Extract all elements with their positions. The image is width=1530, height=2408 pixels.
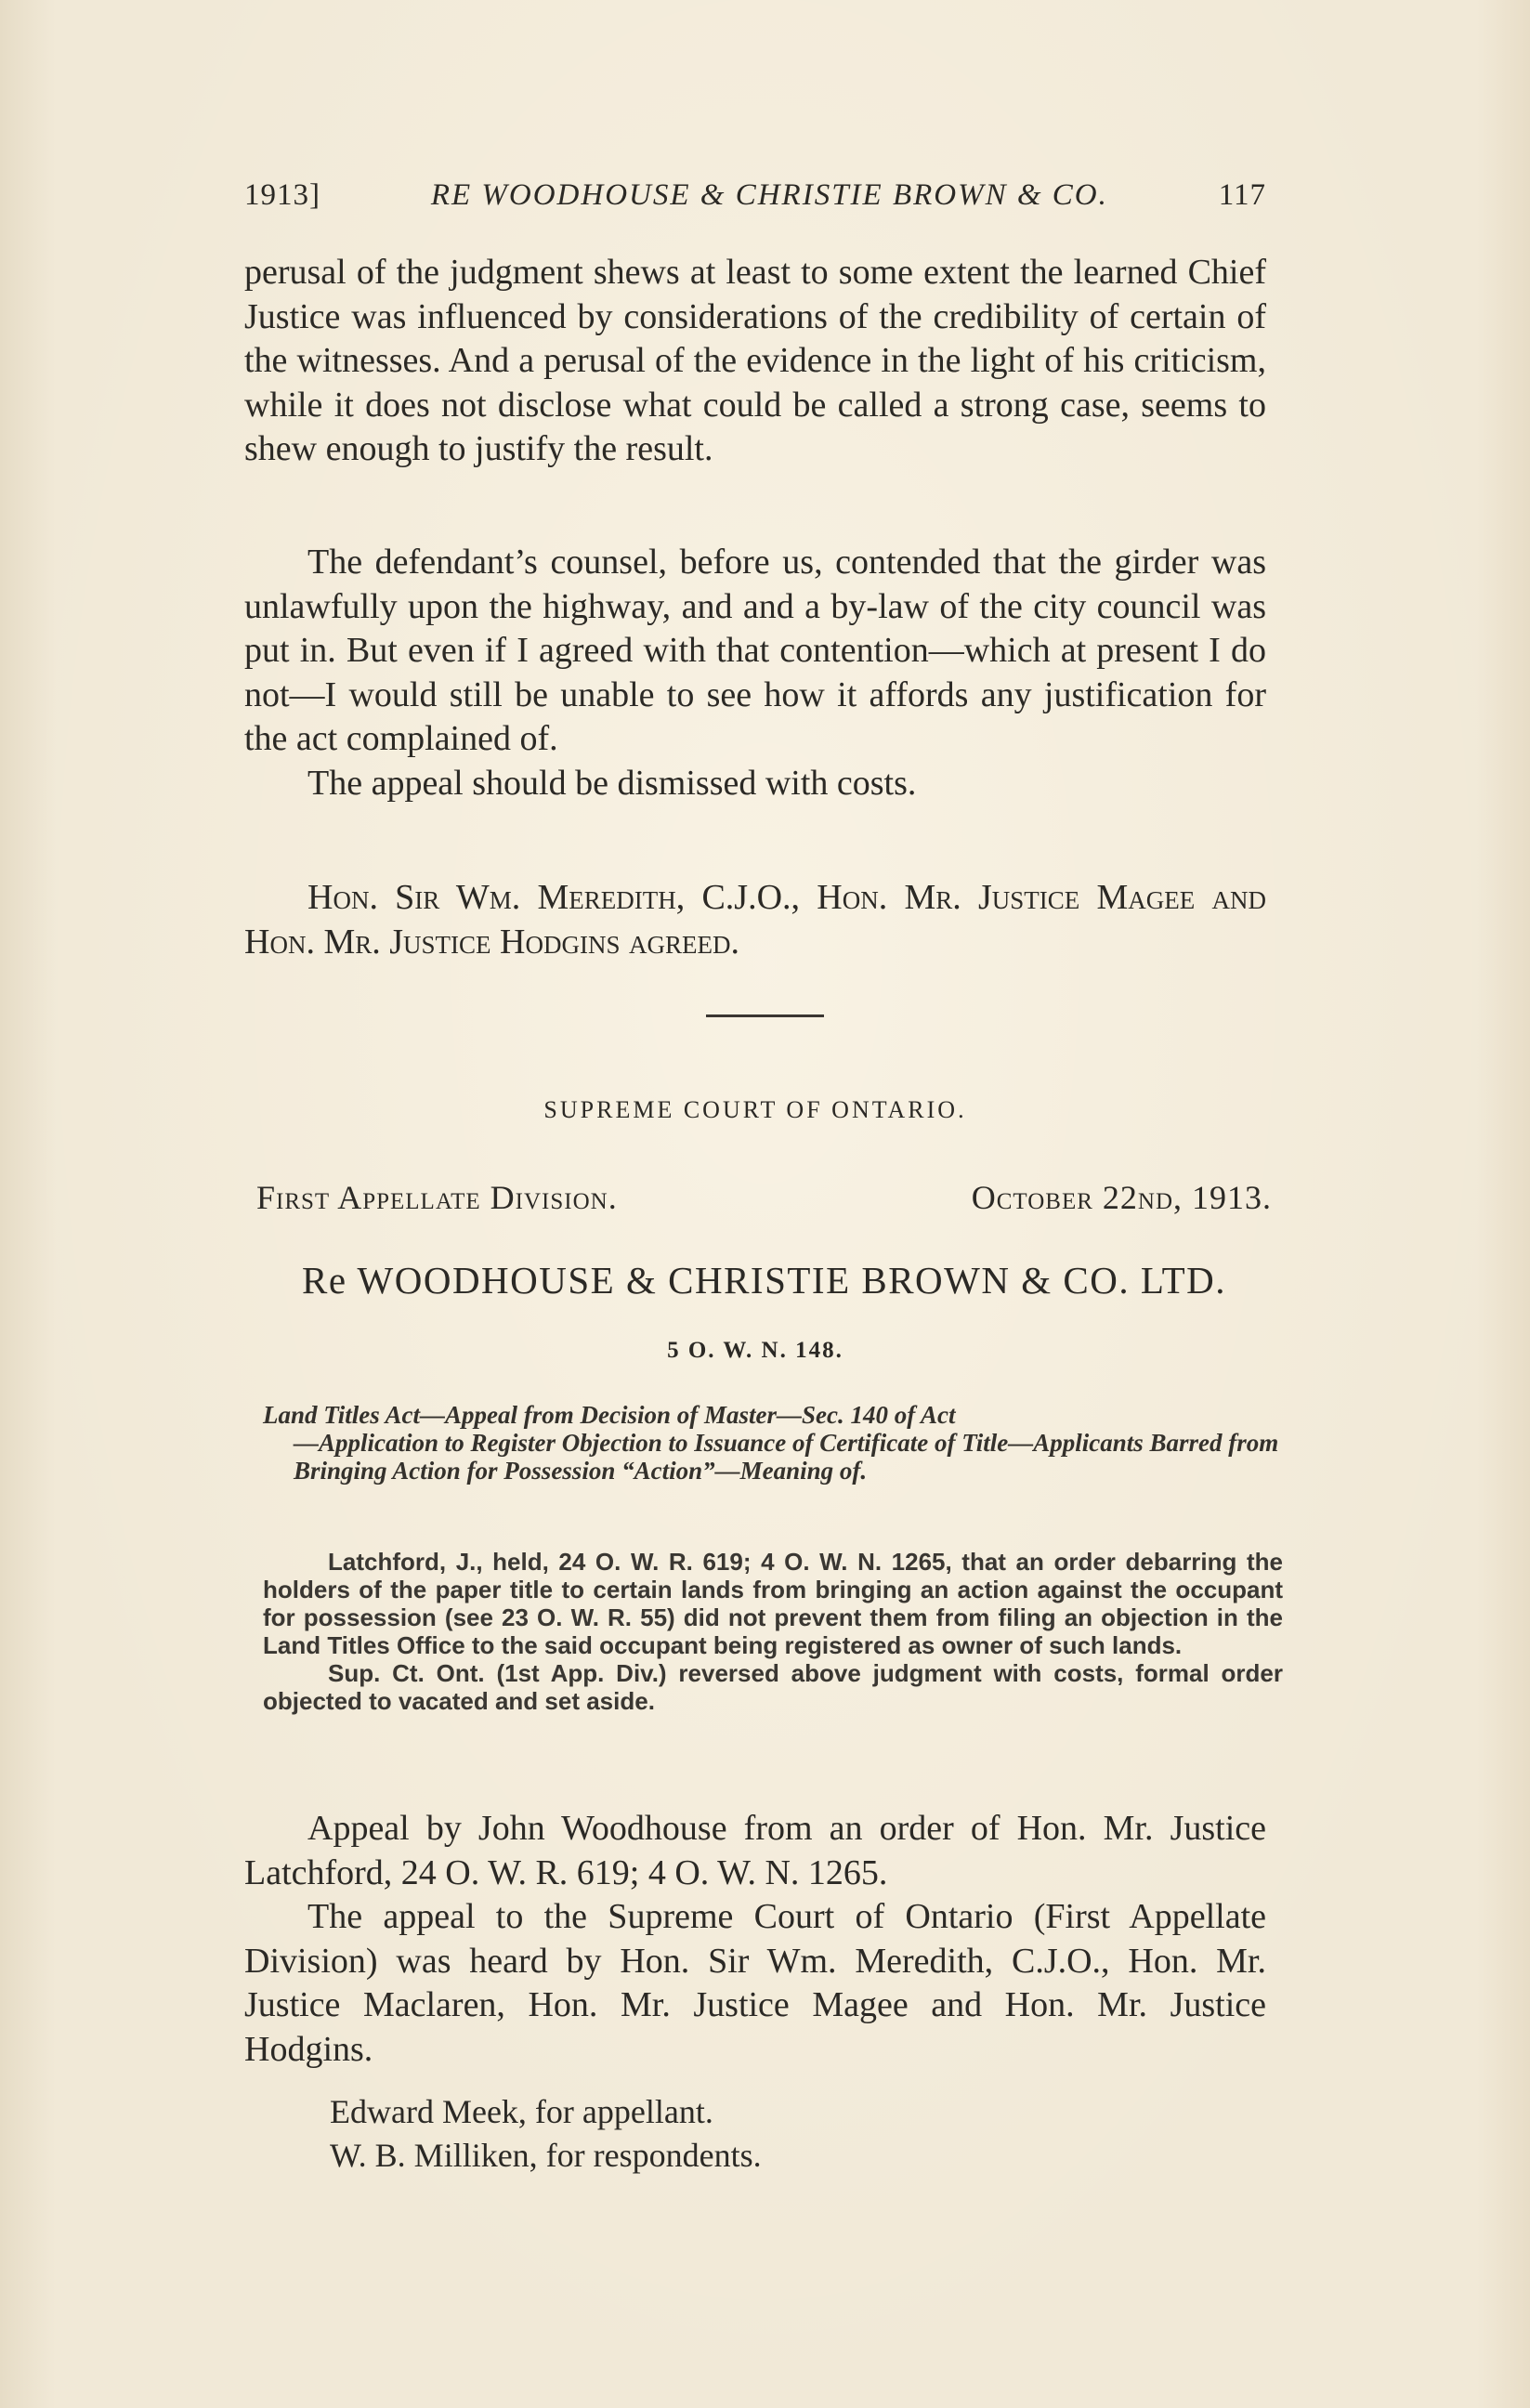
headnote-first-line: Land Titles Act—Appeal from Decision of Master—Sec. 140 of Act [263,1401,956,1429]
header-year: 1913] [244,178,320,212]
summary-paragraph-1: Latchford, J., held, 24 O. W. R. 619; 4 O. W. N. 1265, that an order debarring the holders of the paper title to certain lands from bringing an action against the occupant for possession (see 23 O. W. R. 55) did not prevent them from filing an objection in the Land Titles Office to the said occupant being registered as owner of such lands. [263,1548,1283,1659]
division-line [256,1178,1272,1217]
page-number: 117 [1218,178,1266,212]
concurrence: Hon. Sir Wm. Meredith, C.J.O., Hon. Mr. Justice Magee and Hon. Mr. Justice Hodgins agreed. [244,878,1266,962]
case-summary [263,1548,1283,1715]
paragraph-3: The appeal should be dismissed with costs. [307,763,917,803]
counsel-appellant: Edward Meek, for appellant. [330,2093,713,2130]
appeal-block [244,1807,1266,2072]
paragraph-1: perusal of the judgment shews at least to some extent the learned Chief Justice was influenced by considerations of the credibility of certain of the witnesses. And a perusal of the evidence in the light of his criticism, while it does not disclose what could be called a strong case, seems to shew enough to justify the result. [244,253,1266,468]
decision-date: October 22nd, 1913. [971,1179,1272,1216]
case-title: Re WOODHOUSE & CHRISTIE BROWN & CO. LTD. [301,1259,1227,1302]
appeal-intro: Appeal by John Woodhouse from an order of Hon. Mr. Justice Latchford, 24 O. W. R. 619; 4 O. W. N. 1265. [244,1809,1266,1892]
headnote-rest: —Application to Register Objection to Issuance of Certificate of Title—Applicants Barred from Bringing Action for Possession “Action”—Meaning of. [294,1429,1279,1485]
section-divider [706,1014,824,1017]
citation: 5 O. W. N. 148. [667,1338,843,1363]
headnote [263,1401,1285,1485]
concurrence-block [244,876,1266,964]
opinion-continuation [244,251,1266,472]
opinion-paragraph-2 [244,541,1266,805]
court-name: SUPREME COURT OF ONTARIO. [543,1096,967,1123]
appeal-heard: The appeal to the Supreme Court of Ontario (First Appellate Division) was heard by Hon. Sir Wm. Meredith, C.J.O., Hon. Mr. Justice Maclaren, Hon. Mr. Justice Magee and Hon. Mr. Justice Hodgins. [244,1897,1266,2069]
division-name: First Appellate Division. [256,1179,618,1216]
header-running-title: RE WOODHOUSE & CHRISTIE BROWN & CO. [430,178,1108,212]
counsel-respondents: W. B. Milliken, for respondents. [330,2137,762,2174]
paragraph-2: The defendant’s counsel, before us, contended that the girder was unlawfully upon the highway, and and a by-law of the city council was put in. But even if I agreed with that contention—which at present I do not—I would still be unable to see how it affords any justification for the act complained of. [244,543,1266,758]
running-header [244,178,1266,213]
summary-paragraph-2: Sup. Ct. Ont. (1st App. Div.) reversed above judgment with costs, formal order objected to vacated and set aside. [263,1659,1283,1715]
counsel-block [244,2090,1266,2178]
